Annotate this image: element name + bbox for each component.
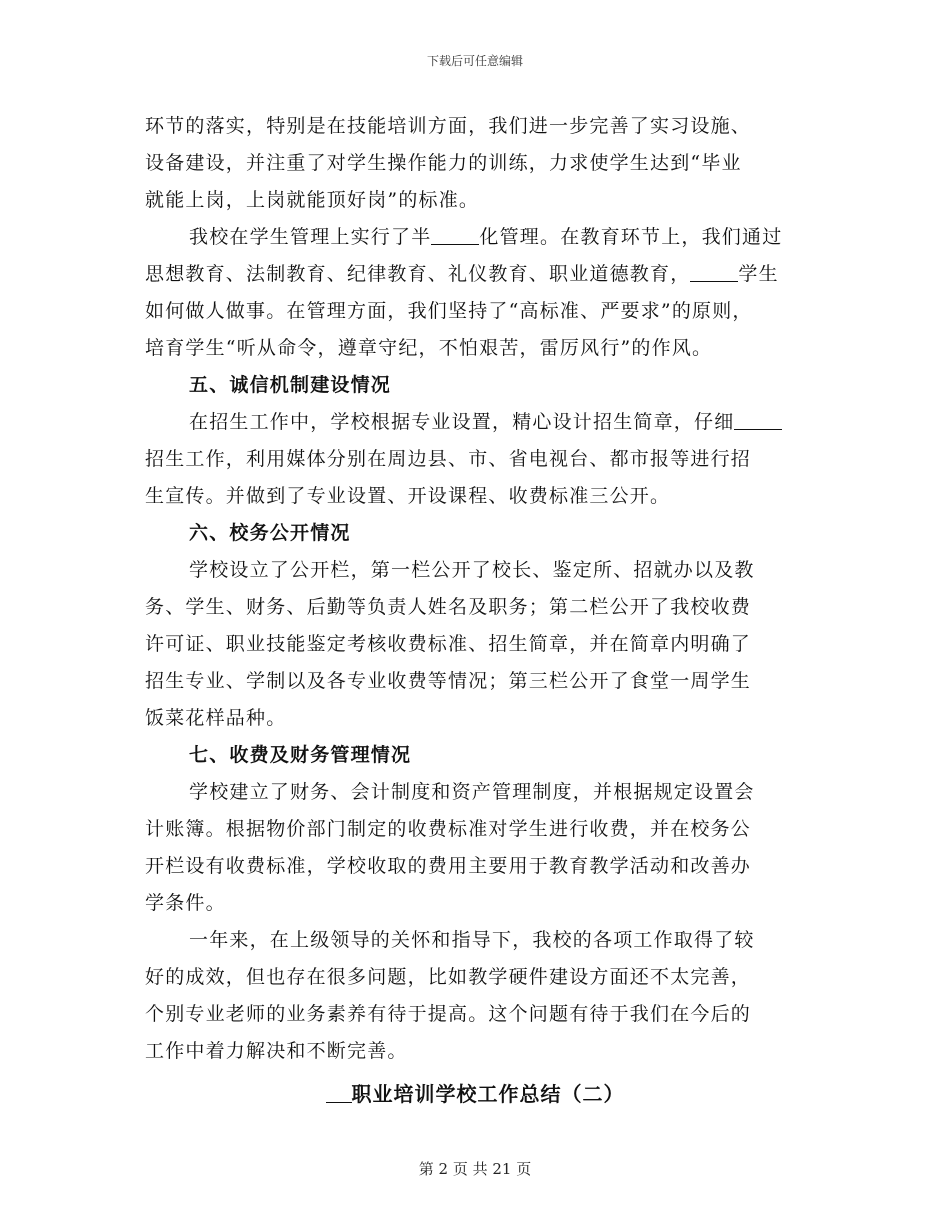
section-title — [0, 1078, 950, 1107]
paragraph-line: 开栏设有收费标准，学校收取的费用主要用于教育教学活动和改善办 — [145, 855, 752, 877]
page-footer: 第 2 页 共 21 页 — [418, 1160, 532, 1178]
blank-underline — [431, 224, 479, 245]
paragraph-line — [145, 219, 805, 256]
paragraph-line: 招生工作，利用媒体分别在周边县、市、省电视台、都市报等进行招 — [145, 448, 752, 470]
paragraph-line: 饭菜花样品种。 — [145, 707, 287, 729]
page-header: 下载后可任意编辑 — [426, 54, 523, 68]
paragraph-line: 学校设立了公开栏，第一栏公开了校长、鉴定所、招就办以及教 — [189, 559, 755, 581]
paragraph-line: 务、学生、财务、后勤等负责人姓名及职务；第二栏公开了我校收费 — [145, 596, 752, 618]
paragraph-line: 许可证、职业技能鉴定考核收费标准、招生简章，并在简章内明确了 — [145, 633, 752, 655]
text-segment: 我校在学生管理上实行了半 — [189, 226, 432, 248]
section-heading-7: 七、收费及财务管理情况 — [189, 744, 412, 766]
paragraph-line: 生宣传。并做到了专业设置、开设课程、收费标准三公开。 — [145, 485, 671, 507]
paragraph-line: 就能上岗，上岗就能顶好岗”的标准。 — [145, 189, 480, 211]
text-segment: 学生 — [738, 263, 779, 285]
paragraph-line: 一年来，在上级领导的关怀和指导下，我校的各项工作取得了较 — [189, 929, 755, 951]
paragraph-line: 个别专业老师的业务素养有待于提高。这个问题有待于我们在今后的 — [145, 1003, 752, 1025]
paragraph-line: 环节的落实，特别是在技能培训方面，我们进一步完善了实习设施、 — [145, 115, 752, 137]
text-segment: 化管理。在教育环节上，我们通过 — [479, 226, 783, 248]
paragraph-line: 培育学生“听从命令，遵章守纪，不怕艰苦，雷厉风行”的作风。 — [145, 337, 713, 359]
paragraph-line: 设备建设，并注重了对学生操作能力的训练，力求使学生达到“毕业 — [145, 152, 742, 174]
text-segment: 思想教育、法制教育、纪律教育、礼仪教育、职业道德教育， — [145, 263, 691, 285]
blank-underline — [690, 261, 738, 282]
paragraph-line: 工作中着力解决和不断完善。 — [145, 1040, 408, 1062]
paragraph-line: 学校建立了财务、会计制度和资产管理制度，并根据规定设置会 — [189, 781, 755, 803]
blank-underline — [326, 1082, 352, 1103]
paragraph-line — [145, 256, 805, 293]
paragraph-line: 好的成效，但也存在很多问题，比如教学硬件建设方面还不太完善， — [145, 966, 752, 988]
section-title-text: 职业培训学校工作总结（二） — [351, 1082, 625, 1106]
section-heading-5: 五、诚信机制建设情况 — [189, 374, 392, 396]
paragraph-line: 学条件。 — [145, 892, 226, 914]
paragraph-line: 招生专业、学制以及各专业收费等情况；第三栏公开了食堂一周学生 — [145, 670, 752, 692]
section-heading-6: 六、校务公开情况 — [189, 522, 351, 544]
paragraph-line: 如何做人做事。在管理方面，我们坚持了“高标准、严要求”的原则， — [145, 300, 753, 322]
paragraph-line — [145, 404, 805, 441]
blank-underline — [734, 409, 782, 430]
document-body — [145, 108, 805, 1070]
paragraph-line: 计账簿。根据物价部门制定的收费标准对学生进行收费，并在校务公 — [145, 818, 752, 840]
text-segment: 在招生工作中，学校根据专业设置，精心设计招生简章，仔细 — [189, 411, 735, 433]
